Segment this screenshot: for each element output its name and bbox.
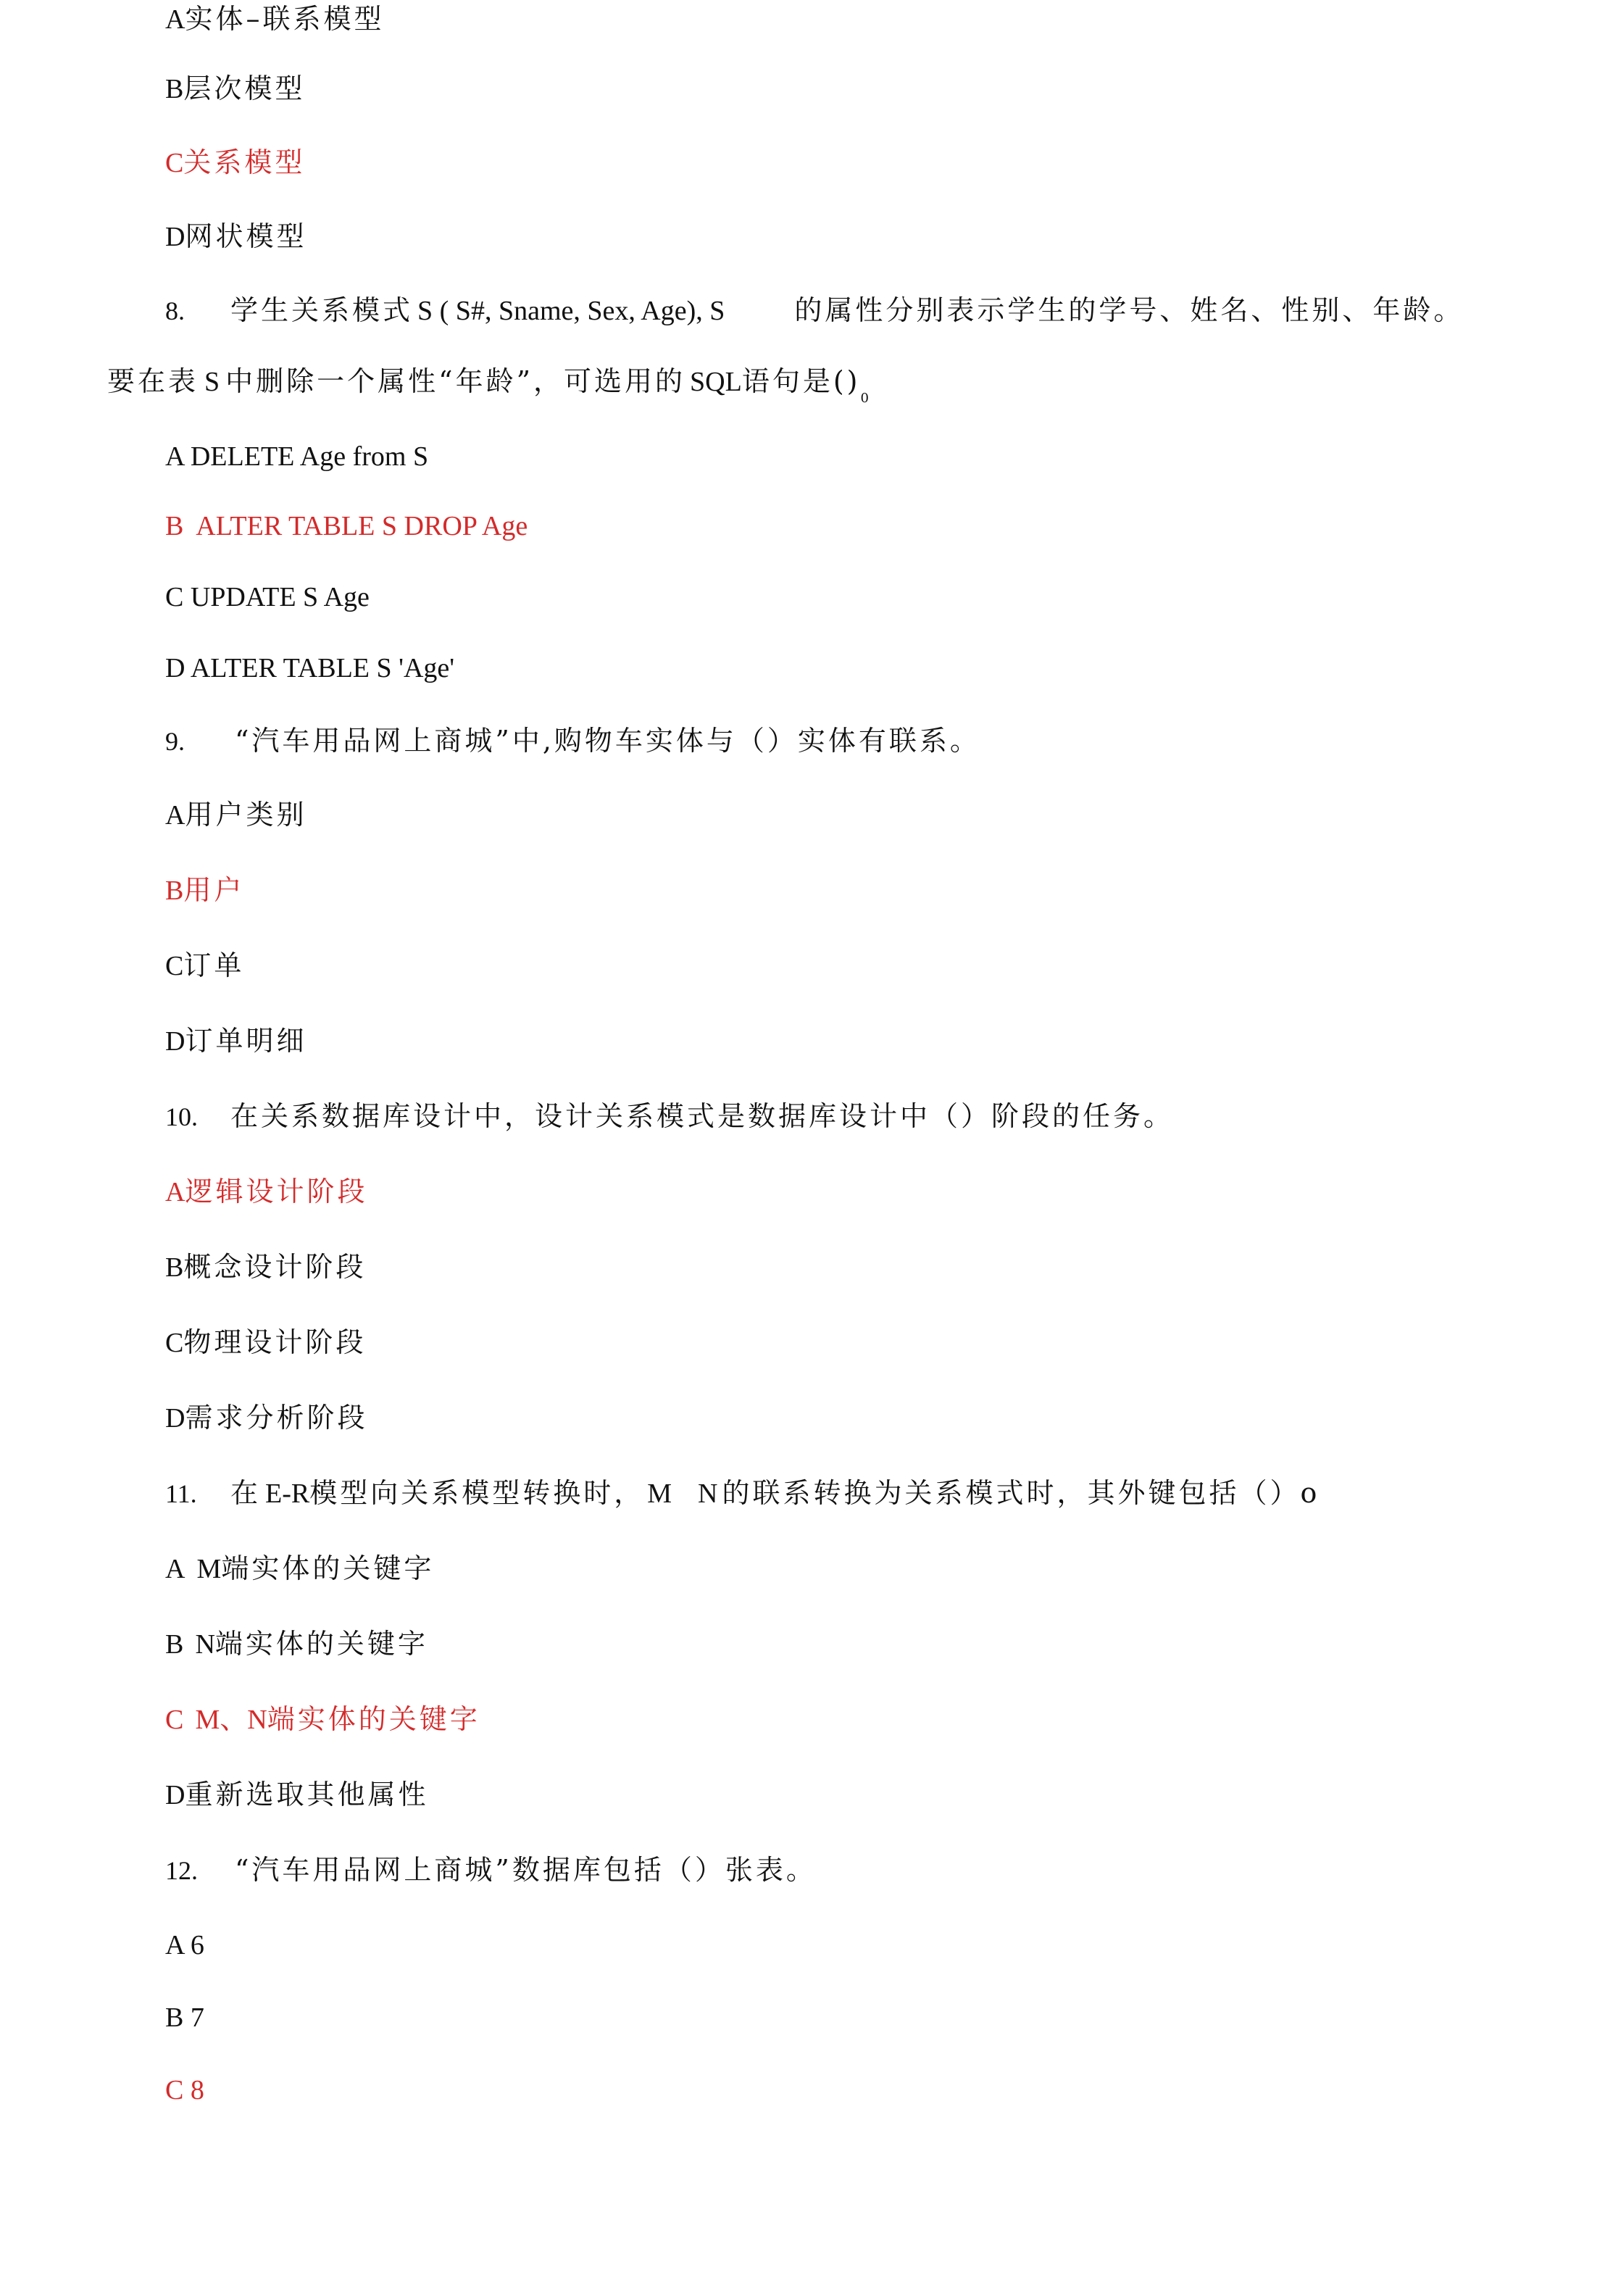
q9-option-d xyxy=(165,1022,307,1060)
option-prefix: M xyxy=(196,1554,222,1584)
option-text: 用户类别 xyxy=(185,799,307,831)
q12-option-a xyxy=(165,1926,204,1964)
q12-stem xyxy=(165,1851,817,1889)
q10-option-d xyxy=(165,1399,367,1437)
option-letter: B xyxy=(165,511,184,541)
q12-stem-text: “汽车用品网上商城”数据库包括（）张表。 xyxy=(235,1854,817,1886)
q10-stem-text: 在关系数据库设计中，设计关系模式是数据库设计中（）阶段的任务。 xyxy=(230,1100,1175,1132)
q8-option-c xyxy=(165,578,370,616)
question-number: 10. xyxy=(165,1102,198,1131)
option-letter: B xyxy=(165,1252,184,1283)
q11-stem-part6: 的联系转换为关系模式时，其外键包括（）o xyxy=(722,1477,1320,1509)
option-letter: B xyxy=(165,875,184,906)
option-letter: D xyxy=(165,1026,186,1057)
q11-stem-part4: M xyxy=(647,1478,672,1509)
option-text: 网状模型 xyxy=(185,220,307,252)
option-letter: A xyxy=(165,1554,186,1584)
option-letter: A xyxy=(165,800,186,831)
q8-line2-part4: SQL xyxy=(690,367,742,397)
option-letter: D xyxy=(165,653,186,683)
q8-stem-part2: S ( S#, Sname, Sex, Age), S xyxy=(417,296,725,326)
q10-option-b xyxy=(165,1248,366,1286)
q8-line2-part3: 中删除一个属性“年龄”，可选用的 xyxy=(225,365,686,397)
q7-option-c-answer xyxy=(165,144,305,182)
q7-option-d xyxy=(165,217,307,256)
option-prefix: M、N xyxy=(195,1705,267,1735)
option-letter: A xyxy=(165,1930,184,1960)
q11-option-a xyxy=(165,1550,434,1588)
q11-option-b xyxy=(165,1625,428,1663)
q8-line2-part5: 语句是() xyxy=(741,365,861,397)
q11-stem xyxy=(165,1474,1320,1513)
q10-stem xyxy=(165,1097,1174,1136)
option-text: DELETE Age from S xyxy=(190,441,429,472)
option-text: 订单 xyxy=(183,949,245,981)
option-text: 关系模型 xyxy=(183,146,306,178)
q8-stem xyxy=(165,291,1464,330)
question-number: 9. xyxy=(165,727,185,756)
q11-stem-part5: N xyxy=(698,1478,718,1509)
q10-option-c xyxy=(165,1323,366,1362)
option-text: UPDATE S Age xyxy=(190,582,370,612)
option-letter: B xyxy=(165,1629,184,1660)
q9-option-a xyxy=(165,796,307,834)
question-number: 8. xyxy=(165,296,185,325)
q8-option-a xyxy=(165,438,428,475)
q12-option-c-answer xyxy=(165,2071,204,2109)
option-letter: C xyxy=(165,2075,184,2105)
q8-line2-part2: S xyxy=(204,367,220,397)
q11-stem-part2: E-R xyxy=(265,1478,310,1509)
q8-option-d xyxy=(165,649,454,687)
q8-line2-part1: 要在表 xyxy=(107,365,199,397)
option-letter: C xyxy=(165,951,184,981)
q11-option-d xyxy=(165,1776,428,1814)
question-number: 12. xyxy=(165,1856,198,1885)
option-text: 订单明细 xyxy=(185,1025,307,1057)
option-text: 端实体的关键字 xyxy=(267,1703,480,1735)
q8-stem-part1: 学生关系模式 xyxy=(230,294,414,326)
q7-option-a xyxy=(165,0,384,38)
option-text: 概念设计阶段 xyxy=(183,1251,367,1283)
option-letter: A xyxy=(165,4,186,35)
q8-option-b-answer xyxy=(165,507,528,545)
q8-stem-part3: 的属性分别表示学生的学号、姓名、性别、年龄。 xyxy=(794,294,1464,326)
option-text: 逻辑设计阶段 xyxy=(185,1176,368,1207)
q9-stem-text: “汽车用品网上商城”中,购物车实体与（）实体有联系。 xyxy=(235,725,980,757)
option-text: ALTER TABLE S 'Age' xyxy=(190,653,455,683)
q9-option-c xyxy=(165,947,244,985)
option-text: 层次模型 xyxy=(183,72,306,104)
option-letter: B xyxy=(165,74,184,104)
q8-stem-line2 xyxy=(107,362,869,417)
q10-option-a-answer xyxy=(165,1173,367,1211)
q9-stem xyxy=(165,722,980,760)
option-text: 6 xyxy=(190,1930,204,1960)
option-text: 需求分析阶段 xyxy=(185,1402,368,1434)
q8-line2-part6: 0 xyxy=(860,391,869,406)
option-letter: B xyxy=(165,2002,184,2033)
q11-stem-part1: 在 xyxy=(230,1477,262,1509)
option-prefix: N xyxy=(195,1629,215,1660)
option-text: ALTER TABLE S DROP Age xyxy=(196,511,528,541)
option-letter: A xyxy=(165,441,184,472)
q9-option-b-answer xyxy=(165,871,244,910)
q12-option-b xyxy=(165,1999,204,2037)
option-letter: C xyxy=(165,582,184,612)
q11-option-c-answer xyxy=(165,1700,480,1739)
q7-option-b xyxy=(165,70,305,108)
option-letter: D xyxy=(165,1780,186,1810)
question-number: 11. xyxy=(165,1479,197,1508)
option-letter: C xyxy=(165,1328,184,1358)
option-letter: D xyxy=(165,1403,186,1434)
option-letter: C xyxy=(165,148,184,178)
option-text: 端实体的关键字 xyxy=(221,1552,435,1584)
option-letter: D xyxy=(165,222,186,252)
option-text: 用户 xyxy=(183,874,245,906)
q11-stem-part3: 模型向关系模型转换时， xyxy=(309,1477,645,1509)
option-text: 物理设计阶段 xyxy=(183,1326,367,1358)
option-text: 重新选取其他属性 xyxy=(185,1779,429,1810)
option-letter: A xyxy=(165,1177,186,1207)
option-text: 8 xyxy=(190,2075,204,2105)
option-text: 端实体的关键字 xyxy=(214,1628,428,1660)
option-text: 7 xyxy=(190,2002,204,2033)
option-text: 实体–联系模型 xyxy=(185,3,385,35)
option-letter: C xyxy=(165,1705,184,1735)
